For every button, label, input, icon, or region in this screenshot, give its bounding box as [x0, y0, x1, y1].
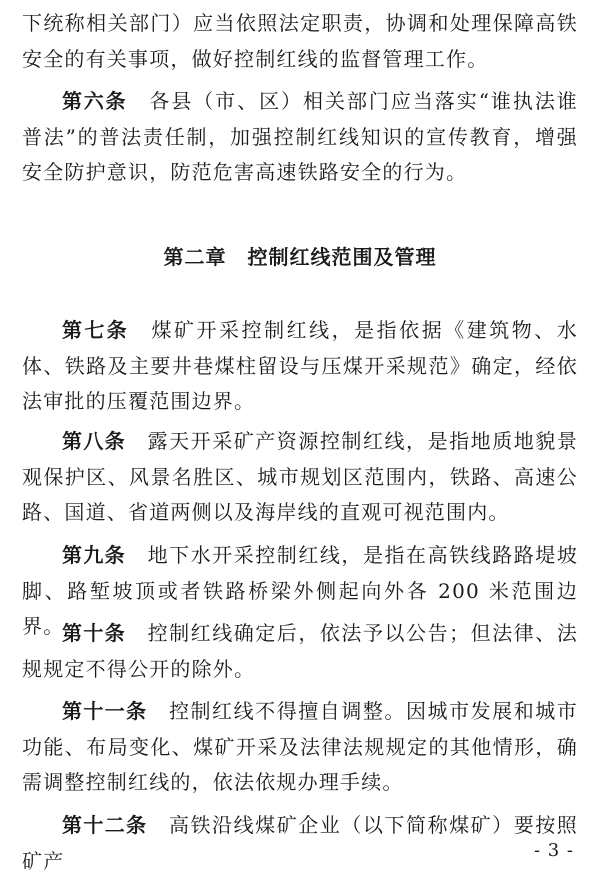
- article-label: 第八条: [62, 429, 127, 453]
- chapter-title: 第二章 控制红线范围及管理: [163, 245, 437, 269]
- continuation-paragraph: [22, 6, 578, 77]
- page-number: - 3 -: [533, 840, 574, 861]
- paragraph-text: 下统称相关部门）应当依照法定职责，协调和处理保障高铁安全的有关事项，做好控制红线的监督管理工作。: [22, 11, 578, 71]
- article-6: [22, 84, 578, 191]
- article-text: 各县（市、区）相关部门应当落实“谁执法谁普法”的普法责任制，加强控制红线知识的宣传教育，增强安全防护意识，防范危害高速铁路安全的行为。: [22, 89, 578, 184]
- article-text: 煤矿开采控制红线，是指依据《建筑物、水体、铁路及主要井巷煤柱留设与压煤开采规范》确定，经依法审批的压覆范围边界。: [22, 318, 578, 413]
- article-label: 第十二条: [62, 813, 148, 837]
- article-label: 第七条: [62, 318, 129, 342]
- article-7: [22, 313, 578, 420]
- chapter-heading: [0, 239, 600, 275]
- article-text: 控制红线不得擅自调整。因城市发展和城市功能、布局变化、煤矿开采及法律法规规定的其他情形，确需调整控制红线的，依法依规办理手续。: [22, 699, 579, 794]
- article-text: 控制红线确定后，依法予以公告；但法律、法规规定不得公开的除外。: [22, 621, 579, 681]
- article-text: 高铁沿线煤矿企业（以下简称煤矿）要按照矿产: [22, 813, 579, 873]
- article-11: [22, 694, 578, 801]
- article-10: [22, 616, 578, 687]
- article-text: 地下水开采控制红线，是指在高铁线路路堤坡脚、路堑坡顶或者铁路桥梁外侧起向外各 200 米范围边界。: [22, 543, 579, 638]
- article-label: 第六条: [62, 89, 128, 113]
- article-8: [22, 424, 578, 531]
- article-label: 第九条: [62, 543, 127, 567]
- article-label: 第十条: [62, 621, 127, 645]
- article-text: 露天开采矿产资源控制红线，是指地质地貌景观保护区、风景名胜区、城市规划区范围内，铁路、高速公路、国道、省道两侧以及海岸线的直观可视范围内。: [22, 429, 579, 524]
- article-12: [22, 808, 578, 879]
- article-label: 第十一条: [62, 699, 148, 723]
